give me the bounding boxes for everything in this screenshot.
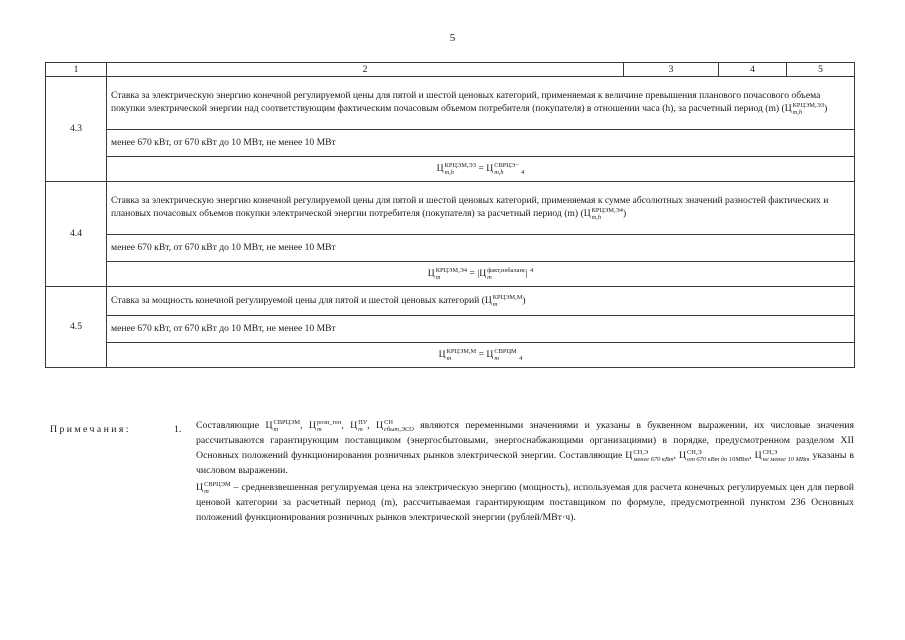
note-paragraph: Составляющие Ц СВРЦЭМ m , Ц розн_ген m , Ц ПУ m , Ц СН сбыт,ЭСО являются переменными значениями и указаны в буквенном выражении, их числовые значения рассчитываются гарантирующим поставщиком (энергосбытовыми, энергоснабжающими организациями) в порядке, предусмотренном разделом XII Основных положений функционирования розничных рынков электрической энергии. Составляющие Ц СН,Э менее 670 кВт , Ц СН,Э от 670 кВт до 10МВт , Ц СН,Э не менее 10 МВт указаны в числовом выражении. xyxy=(196,418,855,476)
row-formula: Ц КРЦЭМ,М m = Ц СВРЦМ m $_4$ xyxy=(107,343,855,368)
note-symbols xyxy=(625,450,812,461)
symbol: Ц СН,Э менее 670 кВт , xyxy=(625,448,676,463)
notes-title: Примечания: xyxy=(50,424,131,435)
table-row xyxy=(46,77,855,130)
table-row xyxy=(46,287,855,316)
table-row xyxy=(46,182,855,235)
header-cell-2: 2 xyxy=(107,63,624,77)
page-number: 5 xyxy=(449,32,456,44)
row-formula: Ц КРЦЭМ,Э4 m = |Ц факт,небаланс m | $^4$ xyxy=(107,262,855,287)
row-category: менее 670 кВт, от 670 кВт до 10 МВт, не менее 10 МВт xyxy=(107,316,855,343)
row-category: менее 670 кВт, от 670 кВт до 10 МВт, не менее 10 МВт xyxy=(107,235,855,262)
row-number: 4.3 xyxy=(46,77,107,182)
table-row xyxy=(46,235,855,262)
row-description: Ставка за электрическую энергию конечной регулируемой цены для пятой и шестой ценовых категорий, применяемая к сумме абсолютных значений разностей фактических и плановых почасовых объемов покупки электрической энергии потребителя (покупателя) за расчетный период (m) (Ц КРЦЭМ,Э4 m,h ) xyxy=(107,182,855,235)
table-row xyxy=(46,157,855,182)
table-header-row xyxy=(46,63,855,77)
header-cell-3: 3 xyxy=(624,63,719,77)
symbol: (Ц КРЦЭМ,М m ) xyxy=(481,294,526,308)
header-cell-5: 5 xyxy=(787,63,855,77)
tariff-table xyxy=(45,62,855,368)
table-row xyxy=(46,262,855,287)
header-cell-4: 4 xyxy=(719,63,787,77)
row-formula: Ц КРЦЭМ,ЭЗ m,h = Ц СВРЦЭ− m,h $_4$ xyxy=(107,157,855,182)
row-number: 4.5 xyxy=(46,287,107,368)
symbol: Ц СН,Э не менее 10 МВт xyxy=(754,448,810,463)
row-category: менее 670 кВт, от 670 кВт до 10 МВт, не менее 10 МВт xyxy=(107,130,855,157)
symbol: Ц СН,Э от 670 кВт до 10МВт , xyxy=(678,448,752,463)
row-number: 4.4 xyxy=(46,182,107,287)
row-description: Ставка за мощность конечной регулируемой цены для пятой и шестой ценовых категорий (Ц КРЦЭМ,М m ) xyxy=(107,287,855,316)
table-row xyxy=(46,130,855,157)
symbol: Ц розн_ген m , xyxy=(308,418,344,433)
row-description: Ставка за электрическую энергию конечной регулируемой цены для пятой и шестой ценовых категорий, применяемая к величине превышения планового почасового объема покупки электрической энергии над соответствующим фактическим почасовым объемом потребителя (покупателя) в отношении часа (h), за расчетный период (m) (Ц КРЦЭМ,ЭЗ m,h ) xyxy=(107,77,855,130)
table-row xyxy=(46,343,855,368)
notes-item-number: 1. xyxy=(174,424,182,435)
notes-body xyxy=(196,418,854,525)
symbol: Ц СН сбыт,ЭСО xyxy=(376,418,414,433)
symbol: Ц ПУ m , xyxy=(350,418,370,433)
note-paragraph: Ц СВРЦЭМ m – средневзвешенная регулируемая цена на электрическую энергию (мощность), используемая для расчета конечных регулируемых цен для первой ценовой категории за расчетный период (m), рассчитываемая гарантирующим поставщиком по формуле, предусмотренной пунктом 236 Основных положений функционирования розничных рынков электрической энергии (рублей/МВт·ч). xyxy=(196,480,854,523)
symbol: (Ц КРЦЭМ,Э4 m,h ) xyxy=(580,207,627,221)
header-cell-1: 1 xyxy=(46,63,107,77)
table-row xyxy=(46,316,855,343)
symbol: Ц СВРЦЭМ m , xyxy=(265,418,303,433)
note-symbols xyxy=(265,420,420,431)
symbol: (Ц КРЦЭМ,ЭЗ m,h ) xyxy=(781,102,828,116)
